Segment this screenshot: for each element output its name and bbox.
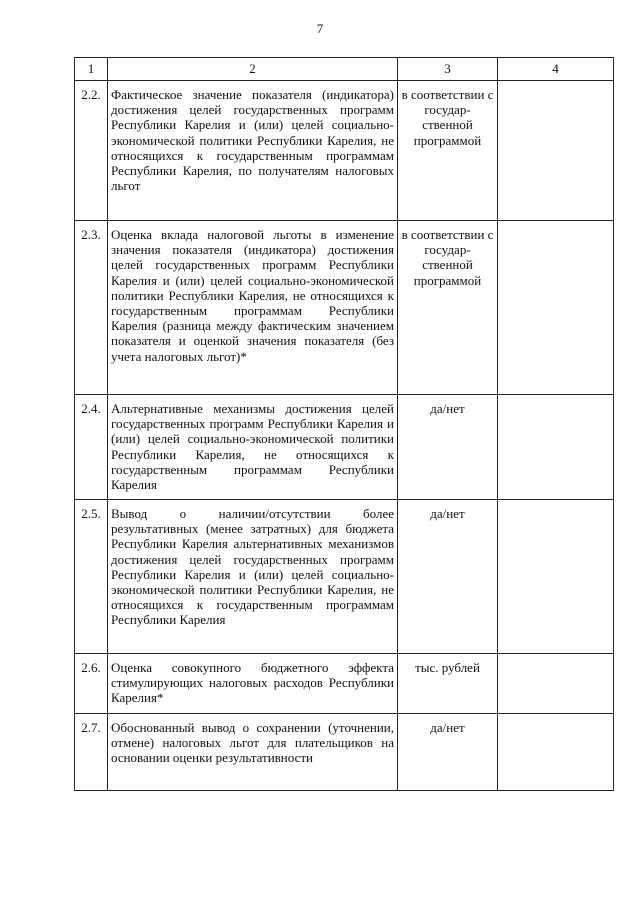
header-col-1: 1 (75, 58, 108, 81)
table-header-row (75, 58, 614, 81)
table-row (75, 221, 614, 395)
table-row (75, 500, 614, 654)
row-value (498, 714, 614, 791)
row-unit: в соответствии с государ-ственной программой (398, 221, 498, 395)
row-value (498, 395, 614, 500)
row-value (498, 81, 614, 221)
row-description: Фактическое значение показателя (индикатора) достижения целей государственных программ Республики Карелия и (или) целей социально-экономической политики Республики Карелия, не относящихся к государственным программам Республики Карелия, по получателям налоговых льгот (108, 81, 398, 221)
row-description: Альтернативные механизмы достижения целей государственных программ Республики Карелия и (или) целей социально-экономической политики Республики Карелия, не относящихся к государственным программам Республики Карелия (108, 395, 398, 500)
row-unit: да/нет (398, 500, 498, 654)
row-value (498, 654, 614, 714)
row-number: 2.2. (75, 81, 108, 221)
page-number: 7 (316, 21, 324, 36)
table-row (75, 81, 614, 221)
row-unit: тыс. рублей (398, 654, 498, 714)
header-col-2: 2 (108, 58, 398, 81)
row-value (498, 221, 614, 395)
row-number: 2.6. (75, 654, 108, 714)
row-unit: да/нет (398, 714, 498, 791)
header-col-4: 4 (498, 58, 614, 81)
indicators-table (74, 57, 614, 791)
row-value (498, 500, 614, 654)
table-row (75, 714, 614, 791)
table-row (75, 395, 614, 500)
row-description: Обоснованный вывод о сохранении (уточнении, отмене) налоговых льгот для плательщиков на основании оценки результативности (108, 714, 398, 791)
row-unit: да/нет (398, 395, 498, 500)
row-description: Оценка совокупного бюджетного эффекта стимулирующих налоговых расходов Республики Карелия* (108, 654, 398, 714)
row-number: 2.4. (75, 395, 108, 500)
row-number: 2.7. (75, 714, 108, 791)
row-number: 2.5. (75, 500, 108, 654)
row-description: Вывод о наличии/отсутствии более результативных (менее затратных) для бюджета Республики Карелия альтернативных механизмов достижения целей государственных программ Республики Карелия и (или) целей социально-экономической политики Республики Карелия, не относящихся к государственным программам Республики Карелия (108, 500, 398, 654)
row-description: Оценка вклада налоговой льготы в изменение значения показателя (индикатора) достижения целей государственных программ Республики Карелия и (или) целей социально-экономической политики Республики Карелия, не относящихся к государственным программам Республики Карелия (разница между фактическим значением показателя и оценкой значения показателя (без учета налоговых льгот)* (108, 221, 398, 395)
header-col-3: 3 (398, 58, 498, 81)
row-unit: в соответствии с государ-ственной программой (398, 81, 498, 221)
table-row (75, 654, 614, 714)
row-number: 2.3. (75, 221, 108, 395)
